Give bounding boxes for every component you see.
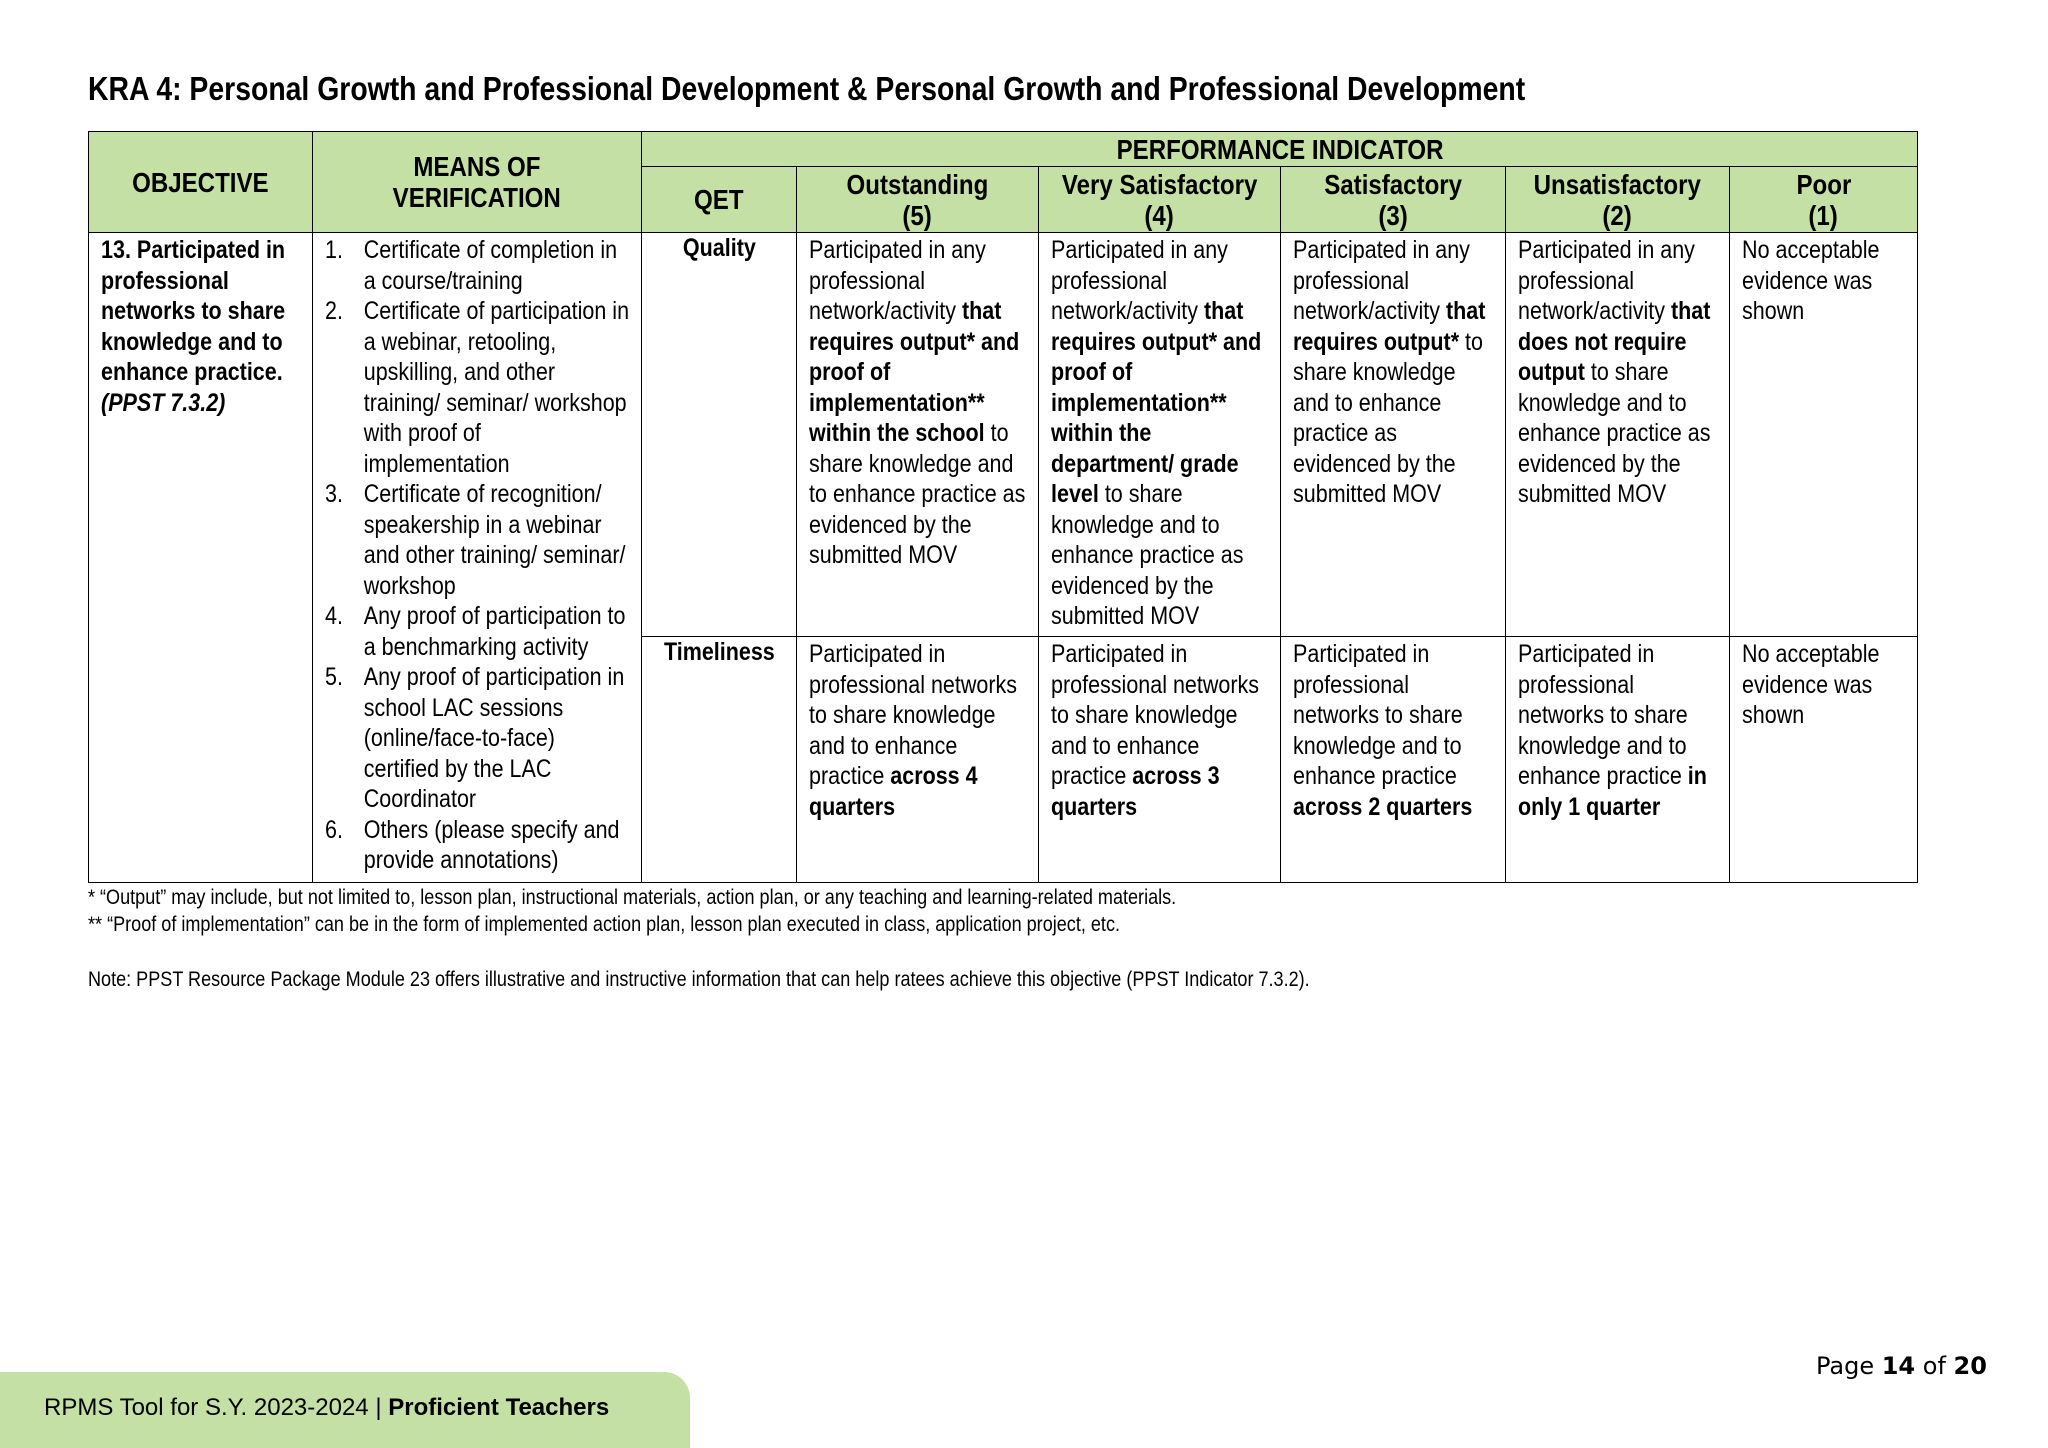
- objective-code: (PPST 7.3.2): [101, 388, 226, 417]
- mov-list: [325, 235, 630, 876]
- quality-satisfactory: Participated in any professional network/activity that requires output* to share knowledge and to enhance practice as evidenced by the submitted MOV: [1281, 233, 1506, 637]
- qet-quality: Quality: [642, 233, 797, 637]
- list-item: 5. Any proof of participation in school LAC sessions (online/face-to-face) certified by the LAC Coordinator: [325, 663, 625, 813]
- quality-very-satisfactory: Participated in any professional network/activity that requires output* and proof of implementation** within the department/ grade level to share knowledge and to enhance practice as evidenced by the submitted MOV: [1039, 233, 1281, 637]
- footer-tab: [0, 1372, 690, 1448]
- header-outstanding: Outstanding (5): [797, 167, 1039, 233]
- header-satisfactory: Satisfactory (3): [1281, 167, 1506, 233]
- timeliness-outstanding: Participated in professional networks to share knowledge and to enhance practice across 4 quarters: [797, 637, 1039, 883]
- footnote-output: * “Output” may include, but not limited to, lesson plan, instructional materials, action plan, or any teaching and learning-related materials.: [88, 886, 1177, 909]
- list-item: 3. Certificate of recognition/ speakership in a webinar and other training/ seminar/ workshop: [325, 480, 626, 600]
- timeliness-unsatisfactory: Participated in professional networks to share knowledge and to enhance practice in only 1 quarter: [1506, 637, 1730, 883]
- quality-poor: No acceptable evidence was shown: [1730, 233, 1918, 637]
- page-title: KRA 4: Personal Growth and Professional Development & Personal Growth and Professional Development: [88, 70, 1526, 107]
- qet-timeliness: Timeliness: [642, 637, 797, 883]
- timeliness-poor: No acceptable evidence was shown: [1730, 637, 1918, 883]
- header-performance-indicator: PERFORMANCE INDICATOR: [642, 132, 1918, 167]
- rubric-table: [88, 131, 1918, 883]
- objective-text: 13. Participated in professional networks to share knowledge and to enhance practice.: [101, 236, 286, 386]
- footnote-note: Note: PPST Resource Package Module 23 offers illustrative and instructive information that can help ratees achieve this objective (PPST Indicator 7.3.2).: [88, 968, 1310, 991]
- list-item: 1. Certificate of completion in a course/training: [325, 236, 618, 295]
- objective-cell: [89, 233, 313, 883]
- timeliness-satisfactory: Participated in professional networks to share knowledge and to enhance practice across 2 quarters: [1281, 637, 1506, 883]
- header-poor: Poor (1): [1730, 167, 1918, 233]
- list-item: 2. Certificate of participation in a webinar, retooling, upskilling, and other training/ seminar/ workshop with proof of implementation: [325, 297, 630, 478]
- header-unsatisfactory: Unsatisfactory (2): [1506, 167, 1730, 233]
- quality-outstanding: Participated in any professional network/activity that requires output* and proof of implementation** within the school to share knowledge and to enhance practice as evidenced by the submitted MOV: [797, 233, 1039, 637]
- footer-text: RPMS Tool for S.Y. 2023-2024 | Proficient Teachers: [44, 1394, 610, 1421]
- header-qet: QET: [642, 167, 797, 233]
- page-number: Page 14 of 20: [1816, 1352, 1987, 1380]
- timeliness-very-satisfactory: Participated in professional networks to share knowledge and to enhance practice across 3 quarters: [1039, 637, 1281, 883]
- footnote-proof: ** “Proof of implementation” can be in the form of implemented action plan, lesson plan executed in class, application project, etc.: [88, 913, 1120, 936]
- quality-unsatisfactory: Participated in any professional network/activity that does not require output to share knowledge and to enhance practice as evidenced by the submitted MOV: [1506, 233, 1730, 637]
- header-objective: OBJECTIVE: [89, 132, 313, 233]
- means-of-verification-cell: [313, 233, 642, 883]
- header-means-of-verification: MEANS OF VERIFICATION: [313, 132, 642, 233]
- list-item: 6. Others (please specify and provide annotations): [325, 815, 620, 874]
- header-very-satisfactory: Very Satisfactory (4): [1039, 167, 1281, 233]
- footnotes: [88, 884, 1310, 993]
- list-item: 4. Any proof of participation to a benchmarking activity: [325, 602, 626, 661]
